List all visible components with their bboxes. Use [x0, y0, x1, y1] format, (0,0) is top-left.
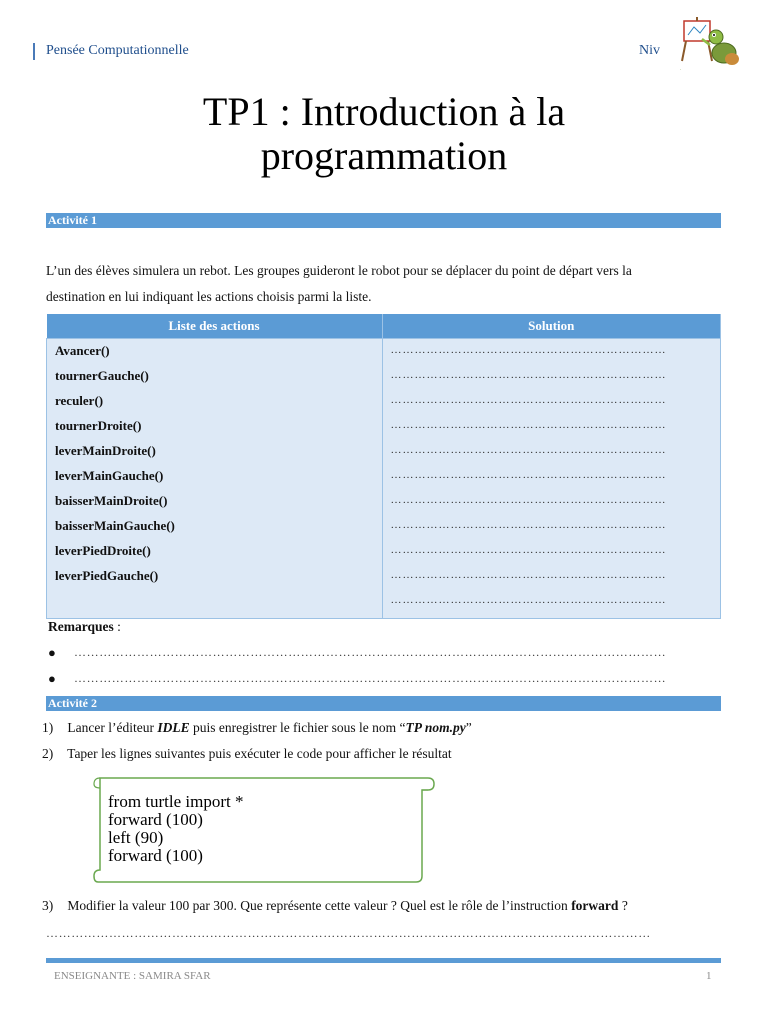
step-1-idle: IDLE	[157, 720, 190, 735]
solution-line[interactable]: ……………………………………………………………	[390, 594, 667, 606]
activite1-intro	[46, 258, 726, 310]
step-1-text-before: Lancer l’éditeur	[67, 720, 158, 735]
step-1-text-after: ”	[465, 720, 472, 735]
footer-bar	[46, 958, 721, 963]
solution-line[interactable]: ……………………………………………………………	[390, 394, 667, 406]
remarques-label: Remarques	[48, 619, 114, 634]
activite1-intro-line2: destination en lui indiquant les actions choisis parmi la liste.	[46, 289, 372, 304]
action-item: Avancer()	[55, 343, 110, 358]
document-title-line2: programmation	[260, 133, 508, 178]
action-item: leverPiedDroite()	[55, 543, 151, 558]
action-item: reculer()	[55, 393, 104, 408]
step-3	[42, 898, 628, 914]
solution-line[interactable]: ……………………………………………………………	[390, 519, 667, 531]
document-title	[0, 90, 768, 178]
code-line: forward (100)	[108, 810, 203, 829]
step-1	[42, 720, 472, 736]
answer-line[interactable]: ………………………………………………………………………………………………………………………………	[46, 926, 651, 940]
turtle-easel-logo-icon	[676, 15, 744, 75]
solution-line[interactable]: ……………………………………………………………	[390, 419, 667, 431]
solution-line[interactable]: ……………………………………………………………	[390, 344, 667, 356]
header-title: Pensée Computationnelle	[46, 43, 189, 58]
action-item: baisserMainGauche()	[55, 518, 175, 533]
solution-lines	[383, 339, 721, 618]
code-block	[108, 793, 244, 865]
step-3-keyword: forward	[571, 898, 619, 913]
solution-line[interactable]: ……………………………………………………………	[390, 494, 667, 506]
solution-line[interactable]: ……………………………………………………………	[390, 369, 667, 381]
actions-cell	[47, 339, 383, 619]
section-activite-1: Activité 1	[46, 213, 721, 228]
remark-line-2[interactable]: ……………………………………………………………………………………………………………………………	[74, 671, 667, 685]
remark-line-1[interactable]: ……………………………………………………………………………………………………………………………	[74, 645, 667, 659]
header-level: Niv	[639, 43, 660, 58]
action-item: leverMainGauche()	[55, 468, 164, 483]
solution-cell[interactable]	[382, 339, 721, 619]
actions-list	[47, 339, 382, 592]
action-item: leverMainDroite()	[55, 443, 156, 458]
code-line: forward (100)	[108, 846, 203, 865]
action-item: leverPiedGauche()	[55, 568, 159, 583]
bullet-icon: ●	[48, 671, 56, 686]
solution-line[interactable]: ……………………………………………………………	[390, 544, 667, 556]
action-item: tournerDroite()	[55, 418, 142, 433]
code-line: left (90)	[108, 828, 164, 847]
column-header-solution: Solution	[382, 314, 721, 339]
code-line: from turtle import *	[108, 792, 244, 811]
footer-teacher: ENSEIGNANTE : SAMIRA SFAR	[54, 970, 211, 982]
step-3-number: 3)	[42, 898, 54, 913]
actions-table	[46, 314, 721, 619]
solution-line[interactable]: ……………………………………………………………	[390, 569, 667, 581]
step-2-text: Taper les lignes suivantes puis exécuter le code pour afficher le résultat	[67, 746, 452, 761]
solution-line[interactable]: ……………………………………………………………	[390, 444, 667, 456]
svg-text:·: ·	[680, 67, 682, 72]
section-activite-2: Activité 2	[46, 696, 721, 711]
footer-page-number: 1	[706, 970, 712, 982]
document-title-line1: TP1 : Introduction à la	[202, 89, 566, 134]
step-2-number: 2)	[42, 746, 54, 761]
step-1-filename: TP nom.py	[405, 720, 466, 735]
step-2	[42, 746, 452, 762]
step-1-text-middle: puis enregistrer le fichier sous le nom “	[189, 720, 406, 735]
bullet-icon: ●	[48, 645, 56, 660]
remarques-colon: :	[113, 619, 121, 634]
column-header-actions: Liste des actions	[47, 314, 383, 339]
remarques-heading	[48, 619, 121, 635]
step-1-number: 1)	[42, 720, 54, 735]
step-3-text-before: Modifier la valeur 100 par 300. Que représente cette valeur ? Quel est le rôle de l’instruction	[67, 898, 572, 913]
solution-line[interactable]: ……………………………………………………………	[390, 469, 667, 481]
action-item: baisserMainDroite()	[55, 493, 168, 508]
header-accent-bar	[33, 43, 35, 60]
step-3-text-after: ?	[618, 898, 628, 913]
action-item: tournerGauche()	[55, 368, 149, 383]
activite1-intro-line1: L’un des élèves simulera un rebot. Les groupes guideront le robot pour se déplacer du point de départ vers la	[46, 263, 632, 278]
